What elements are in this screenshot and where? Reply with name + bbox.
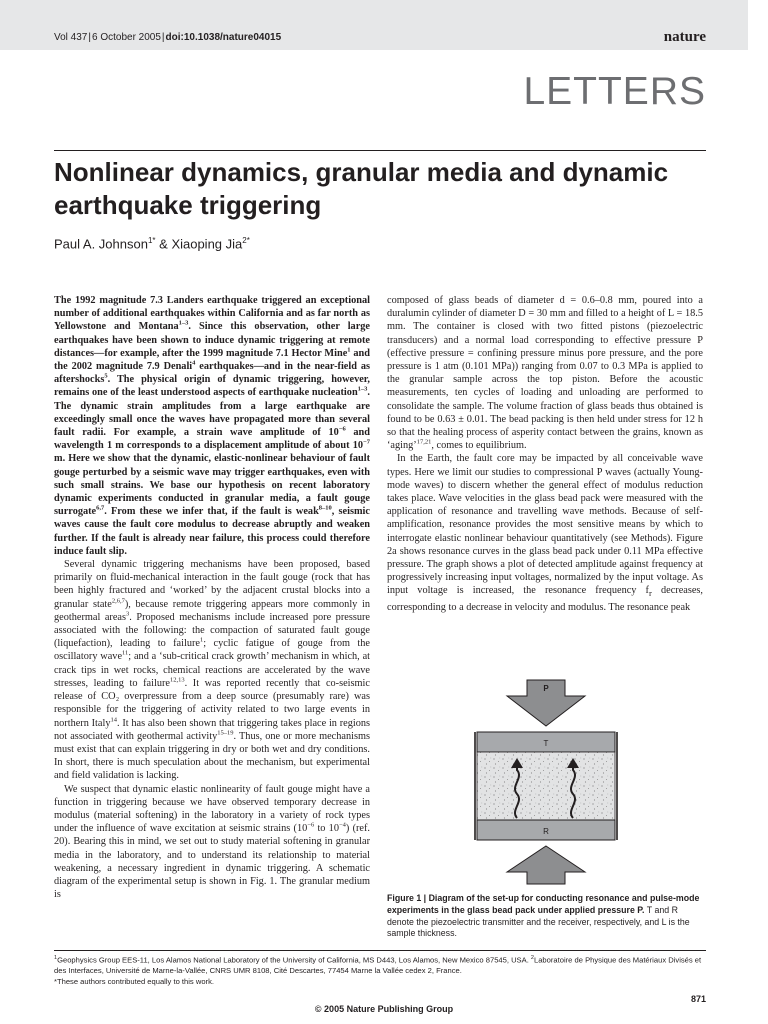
footnote-divider (54, 950, 706, 951)
author-name[interactable]: Paul A. Johnson (54, 236, 148, 252)
doi-link[interactable]: doi:10.1038/nature04015 (165, 32, 282, 43)
author-separator: & (155, 236, 172, 252)
citation-superscript: 15–19 (217, 729, 234, 737)
citation-superscript: 1–3 (178, 319, 189, 327)
body-column-right (387, 294, 703, 614)
affiliation-text: Laboratoire de Physique des Matériaux Divisés et des Interfaces, Université de Marne-la-Vallée, CNRS UMR 8108, Cité Descartes, 77454 Marne la Vallée cedex 2, France. (54, 955, 702, 976)
subscript: r (649, 588, 652, 599)
support-arrow-up-icon (507, 846, 585, 884)
equal-contribution-note: *These authors contributed equally to this work. (54, 977, 214, 987)
citation-superscript: 6,7 (96, 504, 105, 512)
page-number: 871 (690, 994, 706, 1004)
journal-logo: nature (663, 29, 706, 45)
body-paragraph: Several dynamic triggering mechanisms have been proposed, based primarily on fluid-mechanical interaction in the fault gouge (rock that has been highly fractured and ‘worked’ by the adjacent crustal blocks into a granular state$^{2,6,7}$), because remote triggering appears more commonly in geothermal areas$^3$. Proposed mechanisms include increased pore pressure associated with the following: the compaction of saturated fault gouge (liquefaction), leading to failure$^1$; cyclic fatigue of gouge from the oscillatory wave$^{11}$; and a ‘sub-critical crack growth’ mechanism in which, at crack tips in wet rocks, chemical reactions are accelerated by the wave stresses, leading to failure$^{12,13}$. It was reported recently that co-seismic release of CO₂ overpressure from a deep source (presumably rare) was responsible for the triggering of activity related to two large events in northern Italy$^{14}$. It has also been shown that triggering takes place in regions not associated with geothermal activity$^{15-19}$. Thus, one or more mechanisms must exist that can explain triggering in dry or both wet and dry conditions. In short, there is much speculation about the mechanism, but experimental and field validation is lacking. (54, 559, 371, 782)
affiliation-mark: 1 (54, 955, 58, 961)
copyright-notice: © 2005 Nature Publishing Group (314, 1004, 454, 1014)
footnotes (54, 953, 706, 988)
journal-metadata: Vol 437|6 October 2005|doi:10.1038/nature04015 (54, 32, 282, 43)
label-receiver: R (543, 827, 549, 836)
affiliations (54, 953, 706, 977)
citation-superscript: −6 (338, 425, 346, 433)
issue-date: 6 October 2005 (91, 32, 161, 43)
citation-superscript: −7 (363, 438, 370, 446)
body-paragraph: In the Earth, the fault core may be impacted by all conceivable wave types. Here we limit our studies to compressional P waves (actually Young-mode waves) to discern whether the general effect of modulus reduction takes place. Wave velocities in the glass bead pack were measured with the application of resonance and travelling wave methods. Because of self-amplification, resonance provides the most sensitive means by which to interrogate elastic nonlinear behaviour quantitatively (see Methods). Figure 2a shows resonance curves in the glass bead pack under 0.11 MPa effective pressure. The graph shows a plot of detected amplitude against frequency at progressively increasing input voltages, normalized by the input voltage. As input voltage is increased, the resonance frequency $f_r$ decreases, corresponding to a decrease in velocity and modulus. The resonance peak (387, 453, 703, 613)
citation-superscript: 1 (347, 346, 351, 354)
citation-superscript: 4 (192, 359, 196, 367)
citation-superscript: 8–10 (318, 504, 332, 512)
citation-superscript: 2,6,7 (111, 597, 125, 605)
figure-caption (387, 893, 705, 940)
citation-superscript: 1 (200, 636, 204, 644)
figure-caption-title: Figure 1 | Diagram of the set-up for conducting resonance and pulse-mode experiments in the glass bead pack under applied pressure P. (387, 893, 700, 915)
abstract-paragraph: The 1992 magnitude 7.3 Landers earthquake triggered an exceptional number of additional earthquakes within California and as far north as Yellowstone and Montana$^{1-3}$. Since this observation, other large earthquakes have been shown to induce dynamic triggering at remote distances—for example, after the 1999 magnitude 7.1 Hector Mine$^1$ and the 2002 magnitude 7.9 Denali$^4$ earthquakes—and in the near-field as aftershocks$^5$. The physical origin of dynamic triggering, however, remains one of the least understood aspects of earthquake nucleation$^{1-3}$. The dynamic strain amplitudes from a large earthquake are exceedingly small once the waves have propagated more than several fault radii. For example, a strain wave amplitude of $10^{-6}$ and wavelength 1 m corresponds to a displacement amplitude of about $10^{-7}$ m. Here we show that the dynamic, elastic-nonlinear behaviour of fault gouge perturbed by a seismic wave may trigger earthquakes, even with such small strains. We base our hypothesis on recent laboratory dynamic experiments conducted in granular media, a fault gouge surrogate$^{6,7}$. From these we infer that, if the fault is weak$^{8-10}$, seismic waves cause the fault core modulus to decrease abruptly and weaken further. If the fault is already near failure, this process could therefore induce fault slip. (54, 295, 370, 557)
body-paragraph: We suspect that dynamic elastic nonlinearity of fault gouge might have a function in triggering because we have observed temporary decrease in modulus (material softening) in the laboratory in a variety of rock types under the influence of wave excitation at seismic strains ($10^{-6}$ to $10^{-4}$) (ref. 20). Bearing this in mind, we set out to study material softening in granular media in the laboratory, and to understand its relationship to material weakening, a necessary ingredient in dynamic triggering. A schematic diagram of the experimental setup is shown in Fig. 1. The granular medium is (54, 783, 371, 901)
citation-superscript: 11 (122, 650, 129, 658)
label-transmitter: T (543, 739, 549, 748)
citation-superscript: −4 (338, 821, 346, 829)
body-column-left (54, 294, 370, 901)
citation-superscript: 5 (104, 372, 108, 380)
label-pressure: P (543, 684, 549, 693)
citation-superscript: 17,21 (416, 438, 432, 446)
figure-caption-text: T and R denote the piezoelectric transmitter and the receiver, respectively, and L is the sample thickness. (387, 904, 690, 939)
affiliation-text: Geophysics Group EES-11, Los Alamos National Laboratory of the University of California, MS D443, Los Alamos, New Mexico 87545, USA. (57, 955, 531, 965)
citation-superscript: 12,13 (170, 676, 185, 684)
section-label: LETTERS (523, 70, 706, 113)
citation-superscript: 1–3 (357, 386, 368, 393)
citation-superscript: 3 (126, 610, 130, 618)
glass-bead-pack (477, 752, 615, 820)
header-band (0, 0, 748, 50)
citation-superscript: −6 (307, 821, 315, 829)
citation-superscript: 14 (110, 716, 118, 724)
title-divider (54, 150, 706, 151)
volume: Vol 437 (54, 32, 88, 43)
author-affiliation-mark: 2* (242, 236, 250, 245)
affiliation-mark: 2 (530, 955, 534, 961)
article-title: Nonlinear dynamics, granular media and dynamic earthquake triggering (54, 157, 669, 220)
author-name[interactable]: Xiaoping Jia (171, 236, 243, 252)
author-affiliation-mark: 1* (147, 236, 156, 245)
author-line (54, 236, 250, 251)
figure-setup-diagram (447, 676, 645, 886)
body-paragraph: composed of glass beads of diameter d = 0.6–0.8 mm, poured into a duralumin cylinder of diameter D = 30 mm and filled to a height of L = 18.5 mm. The container is closed with two fitted pistons (piezoelectric transducers) and a normal load corresponding to effective pressure P (effective pressure = confining pressure minus pore pressure, and the pore pressure is 1 atm (0.101 MPa)) ranging from 0.07 to 0.3 MPa is applied to the granular sample across the top piston. Before the acoustic measurements, ten cycles of loading and unloading are performed to consolidate the sample. The volume fraction of glass beads thus obtained is found to be 0.63 ± 0.01. The bead packing is then held under stress for 12 h so that the healing process of asperity contact between the grains, known as ‘aging’$^{17,21}$, comes to equilibrium. (387, 295, 703, 452)
